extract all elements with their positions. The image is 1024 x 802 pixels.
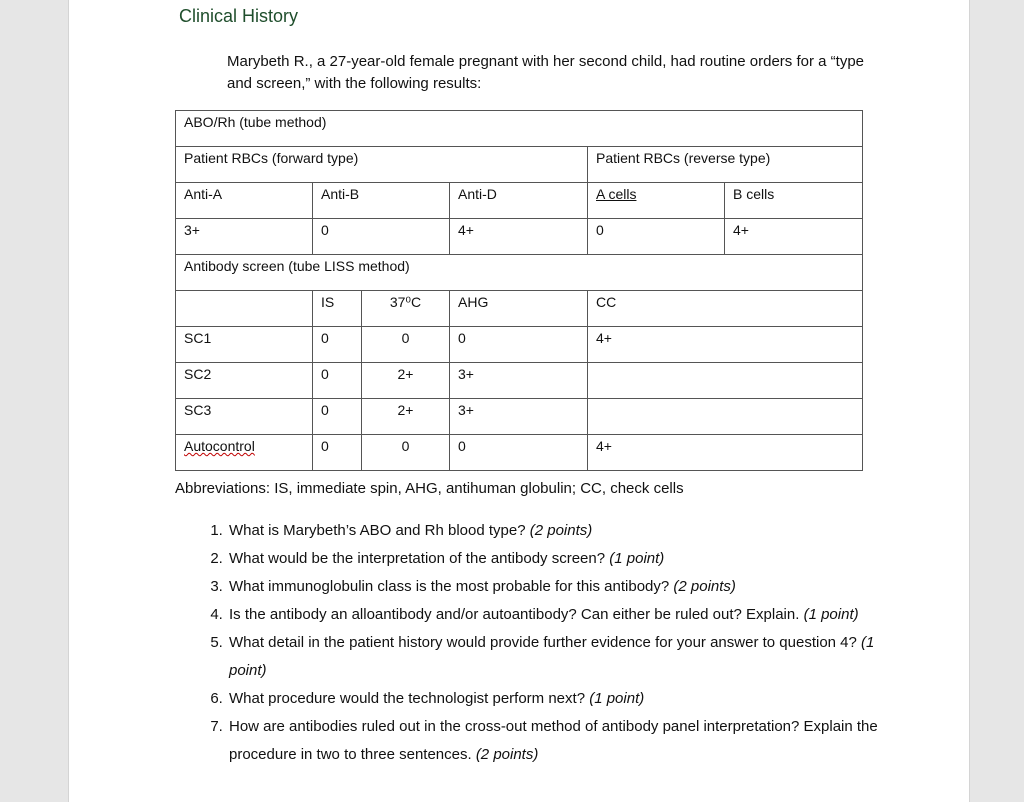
table-row [176,363,863,399]
row-label: SC1 [176,327,313,363]
a-cells-label: A cells [596,186,637,202]
cell-cc [588,363,863,399]
col-cc: CC [588,291,863,327]
col-a-cells [588,183,725,219]
col-b-cells: B cells [725,183,863,219]
screen-label-header [176,291,313,327]
row-label: SC2 [176,363,313,399]
cell-is: 0 [313,399,362,435]
list-item [227,517,887,545]
row-label [176,435,313,471]
cell-cc [588,399,863,435]
cell-cc: 4+ [588,327,863,363]
list-item [227,629,887,685]
result-anti-d: 4+ [450,219,588,255]
table-row [176,183,863,219]
cell-is: 0 [313,327,362,363]
question-text: What would be the interpretation of the antibody screen? [229,550,610,567]
col-37c: 37⁰C [362,291,450,327]
table-row [176,147,863,183]
question-text: What immunoglobulin class is the most probable for this antibody? [229,578,674,595]
list-item [227,573,887,601]
col-ahg: AHG [450,291,588,327]
result-anti-b: 0 [313,219,450,255]
table-row [176,219,863,255]
question-text: What procedure would the technologist perform next? [229,690,590,707]
results-table [175,110,863,471]
abbreviations-note: Abbreviations: IS, immediate spin, AHG, antihuman globulin; CC, check cells [175,480,684,497]
abo-title-cell: ABO/Rh (tube method) [176,111,863,147]
list-item [227,545,887,573]
result-a-cells: 0 [588,219,725,255]
question-points: (1 point) [229,634,875,679]
forward-type-header: Patient RBCs (forward type) [176,147,588,183]
cell-37c: 2+ [362,399,450,435]
col-is: IS [313,291,362,327]
table-row [176,291,863,327]
question-list [201,517,887,769]
screen-title-cell: Antibody screen (tube LISS method) [176,255,863,291]
section-heading: Clinical History [179,6,299,26]
list-item [227,685,887,713]
row-label: SC3 [176,399,313,435]
question-text: How are antibodies ruled out in the cross-out method of antibody panel interpretation? Explain the procedure in two to three sentences. [229,718,878,763]
document-page [68,0,970,802]
list-item [227,601,887,629]
cell-cc: 4+ [588,435,863,471]
col-anti-d: Anti-D [450,183,588,219]
question-points: (2 points) [475,746,539,763]
result-anti-a: 3+ [176,219,313,255]
question-points: (1 point) [609,550,665,567]
cell-37c: 2+ [362,363,450,399]
col-anti-a: Anti-A [176,183,313,219]
question-text: What is Marybeth’s ABO and Rh blood type? [229,522,530,539]
cell-ahg: 3+ [450,363,588,399]
question-text: What detail in the patient history would provide further evidence for your answer to question 4? [229,634,862,651]
question-points: (1 point) [803,606,859,623]
question-points: (2 points) [529,522,593,539]
reverse-type-header: Patient RBCs (reverse type) [588,147,863,183]
cell-ahg: 3+ [450,399,588,435]
result-b-cells: 4+ [725,219,863,255]
table-row [176,399,863,435]
table-row [176,255,863,291]
question-text: Is the antibody an alloantibody and/or autoantibody? Can either be ruled out? Explain. [229,606,804,623]
question-points: (2 points) [673,578,736,595]
cell-ahg: 0 [450,327,588,363]
cell-is: 0 [313,435,362,471]
table-row [176,111,863,147]
cell-37c: 0 [362,435,450,471]
intro-paragraph: Marybeth R., a 27-year-old female pregnant with her second child, had routine orders for a “type and screen,” with the following results: [227,53,865,92]
question-points: (1 point) [589,690,645,707]
cell-37c: 0 [362,327,450,363]
cell-is: 0 [313,363,362,399]
table-row [176,435,863,471]
autocontrol-label: Autocontrol [184,438,255,454]
list-item [227,713,887,769]
table-row [176,327,863,363]
col-anti-b: Anti-B [313,183,450,219]
cell-ahg: 0 [450,435,588,471]
